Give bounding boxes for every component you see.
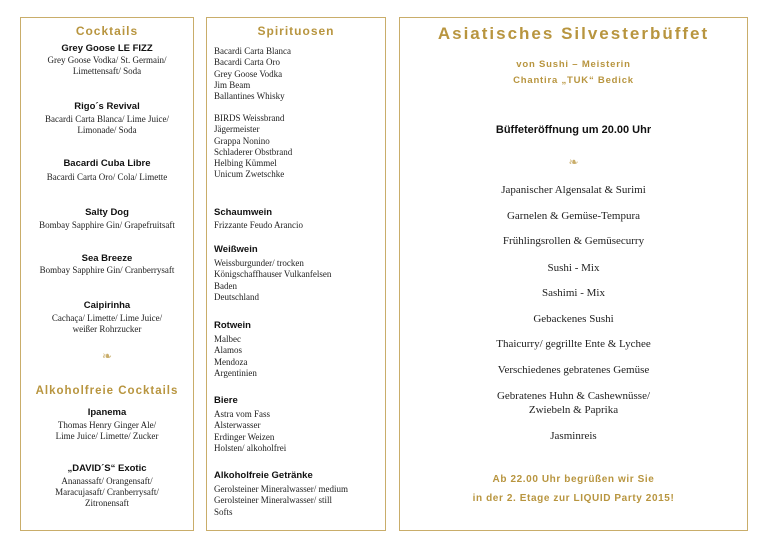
section-title-alkoholfreie-getraenke: Alkoholfreie Getränke <box>214 470 313 481</box>
list-item: Erdinger Weizen <box>214 431 275 442</box>
list-item: Astra vom Fass <box>214 409 270 419</box>
list-item: Alamos <box>214 345 242 356</box>
list-item: Bacardi Carta Blanca <box>214 46 291 56</box>
list-item: Gerolsteiner Mineralwasser/ still <box>214 495 332 506</box>
dish-item: Sushi - Mix <box>547 262 600 274</box>
buffet-subtitle-2: Chantira „TUK“ Bedick <box>513 75 634 86</box>
ornament-icon: ❧ <box>568 155 579 169</box>
cocktail-name: Bacardi Cuba Libre <box>63 158 151 169</box>
list-item: Argentinien <box>214 367 257 378</box>
cocktail-desc-line: Limonade/ Soda <box>77 125 137 135</box>
buffet-subtitle-1: von Sushi – Meisterin <box>516 59 631 70</box>
cocktail-desc <box>21 114 193 136</box>
section-title-biere: Biere <box>214 395 238 406</box>
cocktail-name: „DAVID´S“ Exotic <box>67 463 147 474</box>
alcfree-cocktails-heading: Alkoholfreie Cocktails <box>35 385 179 397</box>
dish-item: Frühlingsrollen & Gemüsecurry <box>502 235 645 247</box>
list-item: Softs <box>214 506 233 517</box>
buffet-panel <box>399 17 748 531</box>
cocktail-desc-line: Cachaça/ Limette/ Lime Juice/ <box>51 313 163 323</box>
section-title-weisswein: Weißwein <box>214 244 258 255</box>
cocktail-desc-line: weißer Rohrzucker <box>72 324 142 334</box>
cocktail-name: Salty Dog <box>85 207 129 218</box>
buffet-opening-time: Büffeteröffnung um 20.00 Uhr <box>495 124 652 136</box>
dish-item: Jasminreis <box>550 430 597 442</box>
cocktail-desc <box>21 313 193 335</box>
dish-item: Gebratenes Huhn & Cashewnüsse/ <box>496 390 651 402</box>
rotwein-list <box>214 334 257 379</box>
cocktail-desc-line: Zitronensaft <box>85 498 129 508</box>
section-title-rotwein: Rotwein <box>214 320 251 331</box>
list-item: Grey Goose Vodka <box>214 68 283 79</box>
party-invite-line-1: Ab 22.00 Uhr begrüßen wir Sie <box>492 474 655 485</box>
dish-item: Thaicurry/ gegrillte Ente & Lychee <box>496 338 651 350</box>
cocktail-name: Rigo´s Revival <box>74 101 140 112</box>
cocktail-desc-line: Lime Juice/ Limette/ Zucker <box>55 431 159 441</box>
section-title-schaumwein: Schaumwein <box>214 207 273 218</box>
cocktails-heading: Cocktails <box>75 24 139 38</box>
cocktail-desc-line: Maracujasaft/ Cranberrysaft/ <box>55 487 159 497</box>
cocktail-desc-line: Bombay Sapphire Gin/ Cranberrysaft <box>39 265 175 275</box>
list-item: Frizzante Feudo Arancio <box>214 220 303 230</box>
dish-item: Sashimi - Mix <box>542 287 605 299</box>
spirits-list-2 <box>214 113 292 181</box>
spirits-heading: Spirituosen <box>257 24 335 38</box>
biere-list <box>214 409 286 454</box>
cocktail-desc-line: Limettensaft/ Soda <box>72 66 142 76</box>
cocktail-desc-line: Ananassaft/ Orangensaft/ <box>61 476 153 486</box>
list-item: Baden <box>214 280 237 291</box>
list-item: Jim Beam <box>214 79 251 90</box>
list-item: Mendoza <box>214 356 248 367</box>
cocktail-desc <box>21 265 193 276</box>
cocktail-desc <box>21 220 193 231</box>
list-item: Schladerer Obstbrand <box>214 146 293 157</box>
list-item: Bacardi Carta Oro <box>214 57 280 68</box>
spirits-panel <box>206 17 386 531</box>
dish-item: Gebackenes Sushi <box>533 313 614 325</box>
list-item: Königschaffhauser Vulkanfelsen <box>214 269 332 280</box>
ornament-icon: ❧ <box>101 349 113 363</box>
schaumwein-list <box>214 220 303 231</box>
list-item: Holsten/ alkoholfrei <box>214 442 287 453</box>
cocktail-name: Ipanema <box>87 407 127 418</box>
dish-item: Japanischer Algensalat & Surimi <box>501 184 646 196</box>
list-item: Unicum Zwetschke <box>214 169 285 180</box>
cocktail-desc <box>21 420 193 442</box>
cocktail-desc <box>21 476 193 509</box>
buffet-title: Asiatisches Silvesterbüffet <box>437 24 710 43</box>
list-item: Ballantines Whisky <box>214 91 285 102</box>
list-item: Deutschland <box>214 291 259 302</box>
cocktails-panel <box>20 17 194 531</box>
list-item: Alsterwasser <box>214 420 261 431</box>
dish-item: Garnelen & Gemüse-Tempura <box>506 210 640 222</box>
cocktail-desc-line: Grey Goose Vodka/ St. Germain/ <box>47 55 167 65</box>
list-item: Helbing Kümmel <box>214 158 277 169</box>
list-item: Grappa Nonino <box>214 135 270 146</box>
cocktail-desc-line: Bombay Sapphire Gin/ Grapefruitsaft <box>39 220 175 230</box>
weisswein-list <box>214 258 331 303</box>
cocktail-name: Sea Breeze <box>81 253 133 264</box>
cocktail-desc <box>21 172 193 183</box>
list-item: Jägermeister <box>214 124 260 135</box>
cocktail-name: Caipirinha <box>83 300 131 311</box>
list-item: Weissburgunder/ trocken <box>214 258 304 268</box>
cocktail-desc-line: Bacardi Carta Oro/ Cola/ Limette <box>46 172 168 182</box>
cocktail-desc-line: Bacardi Carta Blanca/ Lime Juice/ <box>45 114 169 124</box>
dish-item: Verschiedenes gebratenes Gemüse <box>497 364 650 376</box>
dish-item: Zwiebeln & Paprika <box>528 404 619 416</box>
party-invite-line-2: in der 2. Etage zur LIQUID Party 2015! <box>472 493 675 504</box>
cocktail-name: Grey Goose LE FIZZ <box>61 43 153 54</box>
list-item: Gerolsteiner Mineralwasser/ medium <box>214 484 348 494</box>
list-item: BIRDS Weissbrand <box>214 113 285 123</box>
list-item: Malbec <box>214 334 241 344</box>
spirits-list-1 <box>214 46 291 102</box>
cocktail-desc <box>21 55 193 77</box>
cocktail-desc-line: Thomas Henry Ginger Ale/ <box>57 420 157 430</box>
alkoholfreie-getraenke-list <box>214 484 348 518</box>
